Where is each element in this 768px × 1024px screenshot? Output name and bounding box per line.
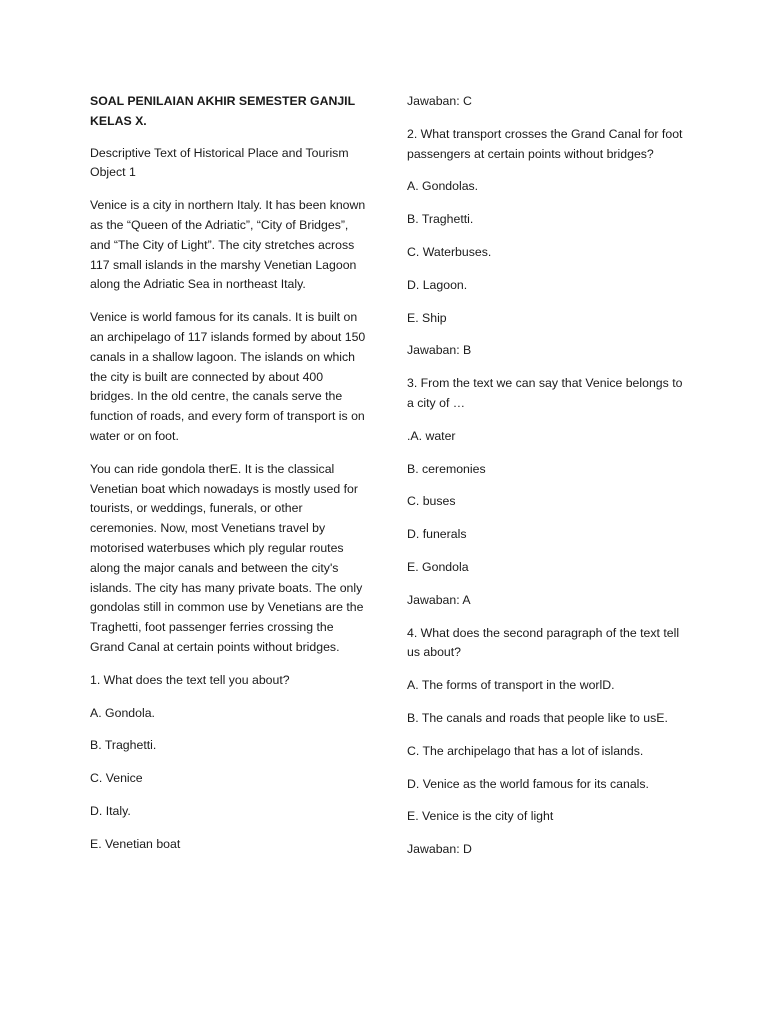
passage-paragraph-1: Venice is a city in northern Italy. It has been known as the “Queen of the Adriatic”, “City of Bridges”, and “The City of Light”. The city stretches across 117 small islands in the marshy Venetian Lagoon along the Adriatic Sea in northeast Italy. <box>90 198 366 292</box>
question-4-answer: Jawaban: D <box>407 842 472 857</box>
title-line-1: SOAL PENILAIAN AKHIR SEMESTER GANJIL <box>90 94 356 108</box>
question-3: 3. From the text we can say that Venice belongs to a city of … <box>407 376 683 410</box>
document-subtitle: Descriptive Text of Historical Place and Tourism Object 1 <box>90 145 349 180</box>
question-2-option-e: E. Ship <box>407 310 447 325</box>
question-1-option-c: C. Venice <box>90 771 143 786</box>
question-3-option-a: .A. water <box>407 428 456 443</box>
document-title <box>90 92 370 132</box>
passage-paragraph-2: Venice is world famous for its canals. It is built on an archipelago of 117 islands formed by about 150 canals in a shallow lagoon. The islands on which the city is built are connected by about 400 bridges. In the old centre, the canals serve the function of roads, and every form of transport is on water or on foot. <box>90 310 366 443</box>
question-1-option-d: D. Italy. <box>90 803 131 818</box>
question-1-option-e: E. Venetian boat <box>90 836 181 851</box>
question-4-option-e: E. Venice is the city of light <box>407 809 554 824</box>
question-1-option-b: B. Traghetti. <box>90 738 157 753</box>
left-column <box>90 92 370 868</box>
question-3-option-e: E. Gondola <box>407 559 469 574</box>
question-4-option-b: B. The canals and roads that people like to usE. <box>407 710 668 725</box>
question-1-option-a: A. Gondola. <box>90 705 155 720</box>
right-column <box>407 92 692 873</box>
passage-paragraph-3: You can ride gondola therE. It is the classical Venetian boat which nowadays is mostly used for tourists, or weddings, funerals, or other ceremonies. Now, most Venetians travel by motorised waterbuses which ply regular routes along the major canals and between the city's islands. The city has many private boats. The only gondolas still in common use by Venetians are the Traghetti, foot passenger ferries crossing the Grand Canal at certain points without bridges. <box>90 461 364 654</box>
question-1-answer: Jawaban: C <box>407 94 472 108</box>
question-2-option-c: C. Waterbuses. <box>407 244 492 259</box>
question-2-answer: Jawaban: B <box>407 343 472 358</box>
question-1: 1. What does the text tell you about? <box>90 672 290 687</box>
question-4: 4. What does the second paragraph of the text tell us about? <box>407 625 680 660</box>
title-line-2: KELAS X. <box>90 113 147 128</box>
question-2: 2. What transport crosses the Grand Canal for foot passengers at certain points without bridges? <box>407 126 683 161</box>
question-3-answer: Jawaban: A <box>407 592 471 607</box>
question-2-option-b: B. Traghetti. <box>407 212 474 227</box>
question-3-option-c: C. buses <box>407 494 456 509</box>
question-3-option-b: B. ceremonies <box>407 461 486 476</box>
question-2-option-d: D. Lagoon. <box>407 277 468 292</box>
question-4-option-c: C. The archipelago that has a lot of islands. <box>407 743 644 758</box>
question-2-option-a: A. Gondolas. <box>407 179 479 194</box>
question-4-option-d: D. Venice as the world famous for its canals. <box>407 776 649 791</box>
question-4-option-a: A. The forms of transport in the worlD. <box>407 678 615 693</box>
question-3-option-d: D. funerals <box>407 527 467 542</box>
